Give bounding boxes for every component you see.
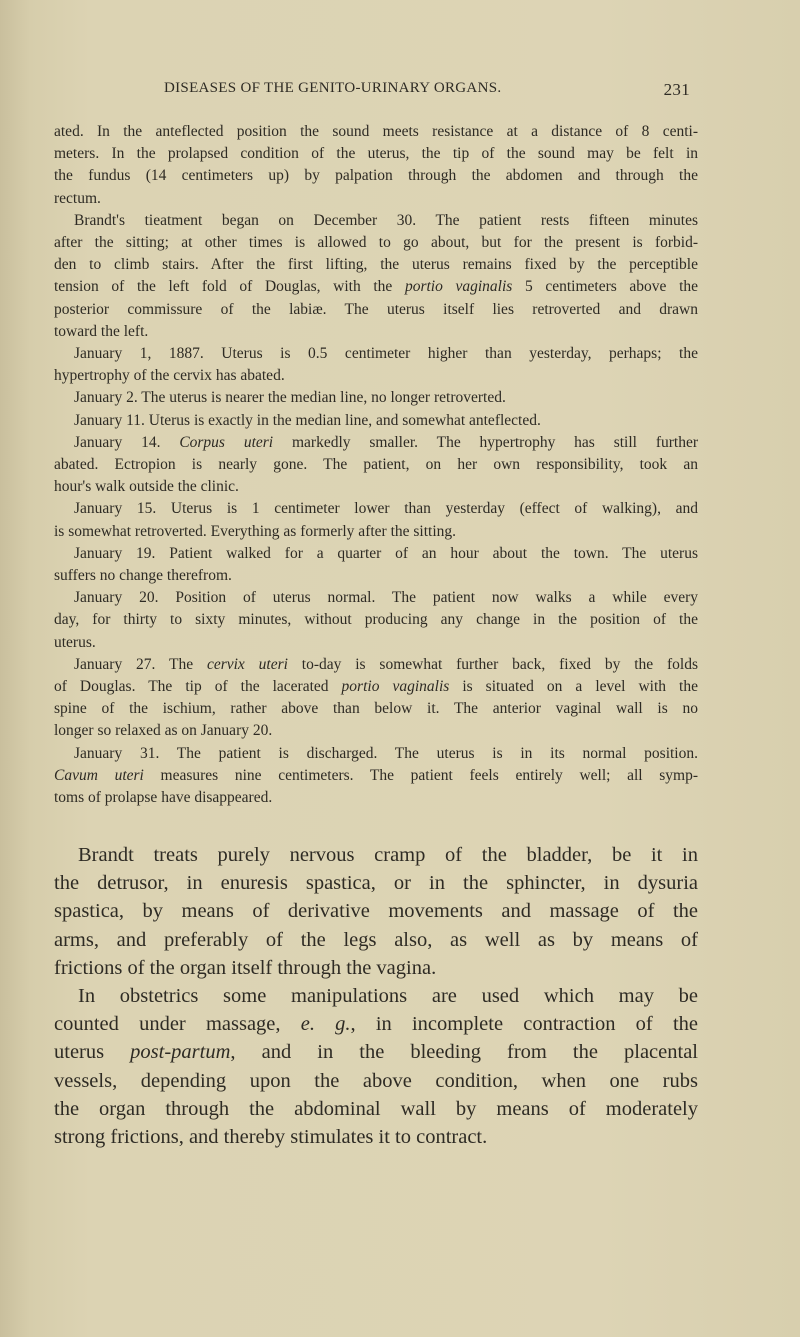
text-segment: , in incomplete contraction of the xyxy=(350,1013,698,1036)
text-segment: the organ through the abdominal wall by means of moderately xyxy=(54,1097,698,1120)
text-segment: is somewhat retroverted. Everything as formerly after the sitting. xyxy=(54,522,457,540)
text-segment: January 14. xyxy=(74,433,180,451)
text-line xyxy=(54,210,698,232)
text-segment: January 27. The xyxy=(74,655,207,673)
text-line xyxy=(54,720,698,742)
text-line xyxy=(54,869,698,897)
text-line xyxy=(54,254,698,276)
text-segment: January 15. Uterus is 1 centimeter lower than yesterday (effect of walking), and xyxy=(74,500,698,518)
text-line xyxy=(54,165,698,187)
text-segment: den to climb stairs. After the first lifting, the uterus remains fixed by the perceptible xyxy=(54,256,698,274)
text-segment: day, for thirty to sixty minutes, without producing any change in the position of the xyxy=(54,611,698,629)
text-segment: rectum. xyxy=(54,189,101,207)
text-line xyxy=(54,188,698,210)
text-line xyxy=(54,454,698,476)
text-segment: hour's walk outside the clinic. xyxy=(54,478,239,496)
paragraph xyxy=(54,410,698,432)
italic-term: cervix uteri xyxy=(206,655,288,673)
text-line xyxy=(54,787,698,809)
paragraph xyxy=(54,587,698,654)
text-line xyxy=(54,432,698,454)
text-segment: posterior commissure of the labiæ. The uterus itself lies retroverted and drawn xyxy=(54,300,698,318)
text-line xyxy=(54,321,698,343)
text-line xyxy=(54,565,698,587)
text-segment: toward the left. xyxy=(54,322,149,340)
italic-term: portio vaginalis xyxy=(341,678,450,696)
running-title: DISEASES OF THE GENITO-URINARY ORGANS. xyxy=(164,80,502,96)
text-line xyxy=(54,343,698,365)
text-line xyxy=(54,1095,698,1123)
paragraph xyxy=(54,654,698,743)
text-line xyxy=(54,1010,698,1038)
italic-term: Corpus uteri xyxy=(179,433,274,451)
paragraph xyxy=(54,982,698,1151)
text-line xyxy=(54,121,698,143)
text-segment: January 19. Patient walked for a quarter of an hour about the town. The uterus xyxy=(74,544,698,562)
text-segment: longer so relaxed as on January 20. xyxy=(54,722,273,740)
text-line xyxy=(54,1067,698,1095)
text-line xyxy=(54,632,698,654)
paragraph xyxy=(54,498,698,542)
text-line xyxy=(54,299,698,321)
text-line xyxy=(54,276,698,298)
text-segment: meters. In the prolapsed condition of the uterus, the tip of the sound may be felt in xyxy=(54,145,698,163)
text-segment: counted under massage, xyxy=(54,1013,301,1036)
text-segment: arms, and preferably of the legs also, as well as by means of xyxy=(54,928,698,951)
text-line xyxy=(54,498,698,520)
paragraph xyxy=(54,387,698,409)
text-line xyxy=(54,587,698,609)
text-segment: toms of prolapse have disappeared. xyxy=(54,789,273,807)
paragraph xyxy=(54,543,698,587)
text-segment: abated. Ectropion is nearly gone. The patient, on her own responsibility, took an xyxy=(54,456,698,474)
text-line xyxy=(54,698,698,720)
text-segment: hypertrophy of the cervix has abated. xyxy=(54,367,285,385)
text-line xyxy=(54,521,698,543)
text-segment: January 31. The patient is discharged. The uterus is in its normal position. xyxy=(74,744,698,762)
text-line xyxy=(54,410,698,432)
text-segment: of Douglas. The tip of the lacerated xyxy=(54,678,342,696)
paragraph xyxy=(54,743,698,810)
paragraph xyxy=(54,343,698,387)
text-segment: uterus xyxy=(54,1041,131,1064)
text-line xyxy=(54,1123,698,1151)
text-segment: uterus. xyxy=(54,633,96,651)
text-line xyxy=(54,982,698,1010)
text-segment: spastica, by means of derivative movements and massage of the xyxy=(54,900,698,923)
text-segment: In obstetrics some manipulations are used which may be xyxy=(78,985,698,1008)
italic-term: e. g. xyxy=(300,1013,351,1036)
text-line xyxy=(54,609,698,631)
text-segment: to-day is somewhat further back, fixed by the folds xyxy=(287,655,698,673)
text-segment: the detrusor, in enuresis spastica, or in the sphincter, in dysuria xyxy=(54,872,698,895)
text-line xyxy=(54,387,698,409)
text-line xyxy=(54,476,698,498)
text-line xyxy=(54,143,698,165)
text-line xyxy=(54,743,698,765)
text-segment: , and in the bleeding from the placental xyxy=(230,1041,698,1064)
text-segment: ated. In the anteflected position the sound meets resistance at a distance of 8 centi- xyxy=(54,123,698,140)
italic-term: portio vaginalis xyxy=(404,278,513,296)
text-segment: vessels, depending upon the above condition, when one rubs xyxy=(54,1069,698,1092)
text-segment: 5 centimeters above the xyxy=(512,278,698,296)
case-notes-section xyxy=(54,121,698,809)
text-segment: January 11. Uterus is exactly in the median line, and somewhat anteflected. xyxy=(74,411,541,429)
text-line xyxy=(54,1038,698,1066)
text-segment: measures nine centimeters. The patient feels entirely well; all symp- xyxy=(143,766,699,784)
text-line xyxy=(54,232,698,254)
paragraph xyxy=(54,121,698,210)
text-line xyxy=(54,765,698,787)
italic-term: post-partum xyxy=(130,1041,231,1064)
paragraph xyxy=(54,432,698,499)
text-segment: markedly smaller. The hypertrophy has still further xyxy=(273,433,699,451)
text-segment: tension of the left fold of Douglas, with the xyxy=(54,278,405,296)
text-segment: January 1, 1887. Uterus is 0.5 centimeter higher than yesterday, perhaps; the xyxy=(74,345,698,363)
text-segment: suffers no change therefrom. xyxy=(54,567,232,585)
paragraph xyxy=(54,841,698,982)
text-segment: January 2. The uterus is nearer the median line, no longer retroverted. xyxy=(74,389,506,407)
text-line xyxy=(54,543,698,565)
text-line xyxy=(54,897,698,925)
text-line xyxy=(54,954,698,982)
text-line xyxy=(54,365,698,387)
text-line xyxy=(54,654,698,676)
text-segment: Brandt's tieatment began on December 30. The patient rests fifteen minutes xyxy=(74,211,698,229)
text-segment: Brandt treats purely nervous cramp of the bladder, be it in xyxy=(78,844,698,866)
running-header xyxy=(150,80,690,102)
text-segment: frictions of the organ itself through the vagina. xyxy=(54,956,437,979)
text-segment: strong frictions, and thereby stimulates it to contract. xyxy=(54,1126,488,1149)
main-text-section xyxy=(54,841,698,1151)
text-segment: January 20. Position of uterus normal. The patient now walks a while every xyxy=(74,589,698,607)
text-segment: the fundus (14 centimeters up) by palpation through the abdomen and through the xyxy=(54,167,698,185)
text-segment: spine of the ischium, rather above than below it. The anterior vaginal wall is no xyxy=(54,700,698,718)
paragraph xyxy=(54,210,698,343)
page-number: 231 xyxy=(663,80,690,99)
italic-term: Cavum uteri xyxy=(54,766,144,784)
text-segment: after the sitting; at other times is allowed to go about, but for the present is forbid- xyxy=(54,234,698,252)
text-line xyxy=(54,841,698,869)
text-line xyxy=(54,926,698,954)
text-line xyxy=(54,676,698,698)
text-segment: is situated on a level with the xyxy=(449,678,698,696)
